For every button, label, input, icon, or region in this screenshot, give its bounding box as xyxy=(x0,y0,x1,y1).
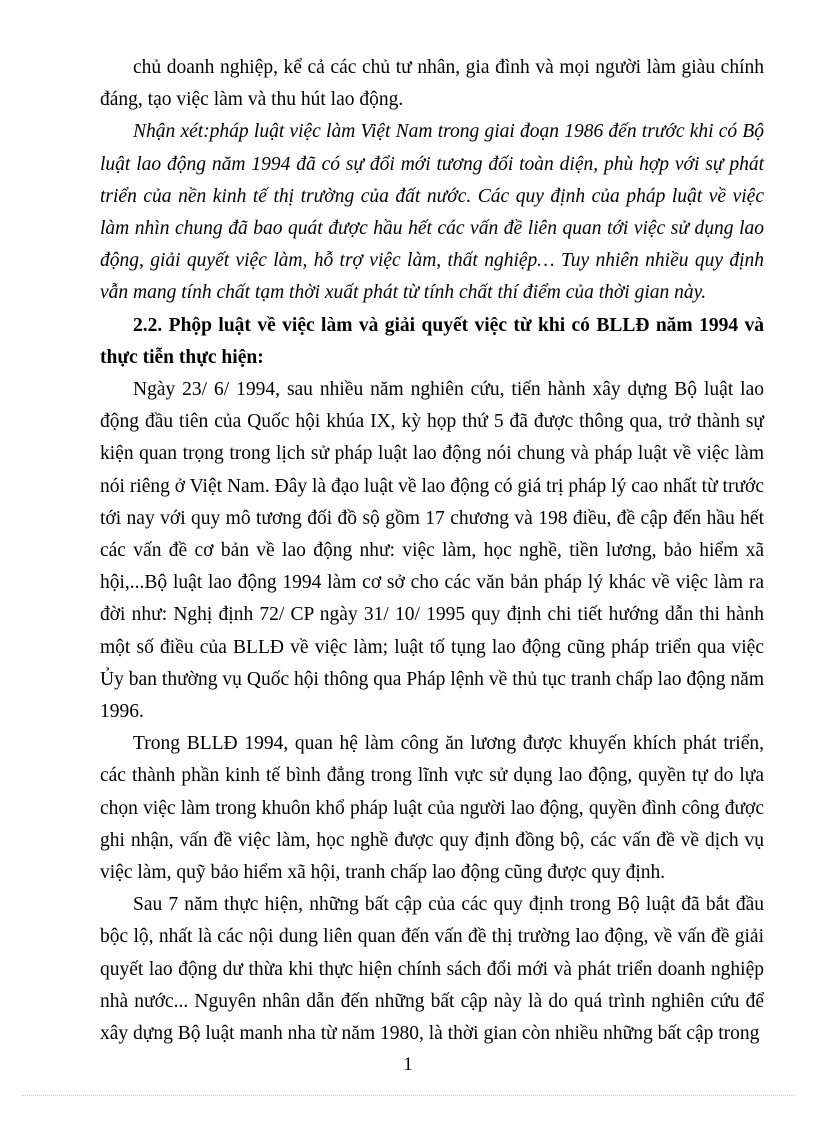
section-heading: 2.2. Phộp luật về việc làm và giải quyết việc từ khi có BLLĐ năm 1994 và thực tiễn thực hiện: xyxy=(100,314,764,368)
paragraph-bllđ-1994-content: Trong BLLĐ 1994, quan hệ làm công ăn lương được khuyến khích phát triển, các thành phần kinh tế bình đẳng trong lĩnh vực sử dụng lao động, quyền tự do lựa chọn việc làm trong khuôn khổ pháp luật của người lao động, quyền đình công được ghi nhận, vấn đề việc làm, học nghề được quy định đồng bộ, các vấn đề về dịch vụ việc làm, quỹ bảo hiểm xã hội, tranh chấp lao động cũng được quy định. xyxy=(100,733,764,884)
paragraph-shortcomings: Sau 7 năm thực hiện, những bất cập của các quy định trong Bộ luật đã bắt đầu bộc lộ, nhất là các nội dung liên quan đến vấn đề thị trường lao động, về vấn đề giải quyết lao động dư thừa khi thực hiện chính sách đổi mới và phát triển doanh nghiệp nhà nước... Nguyên nhân dẫn đến những bất cập này là do quá trình nghiên cứu để xây dựng Bộ luật manh nha từ năm 1980, là thời gian còn nhiều những bất cập trong xyxy=(100,894,764,1045)
footer-divider xyxy=(22,1095,794,1096)
body-text xyxy=(100,52,764,1050)
paragraph-continued: chủ doanh nghiệp, kể cả các chủ tư nhân, gia đình và mọi người làm giàu chính đáng, tạo việc làm và thu hút lao động. xyxy=(100,57,764,111)
paragraph-remark: Nhận xét:pháp luật việc làm Việt Nam trong giai đoạn 1986 đến trước khi có Bộ luật lao động năm 1994 đã có sự đổi mới tương đối toàn diện, phù hợp với sự phát triển của nền kinh tế thị trường của đất nước. Các quy định của pháp luật về việc làm nhìn chung đã bao quát được hầu hết các vấn đề liên quan tới việc sử dụng lao động, giải quyết việc làm, hỗ trợ việc làm, thất nghiệp… Tuy nhiên nhiều quy định vẫn mang tính chất tạm thời xuất phát từ tính chất thí điểm của thời gian này. xyxy=(100,121,764,304)
paragraph-bllđ-1994-intro: Ngày 23/ 6/ 1994, sau nhiều năm nghiên cứu, tiến hành xây dựng Bộ luật lao động đầu tiên của Quốc hội khúa IX, kỳ họp thứ 5 đã được thông qua, trở thành sự kiện quan trọng trong lịch sử pháp luật lao động nói chung và pháp luật về việc làm nói riêng ở Việt Nam. Đây là đạo luật về lao động có giá trị pháp lý cao nhất từ trước tới nay với quy mô tương đối đồ sộ gồm 17 chương và 198 điều, đề cập đến hầu hết các vấn đề cơ bản về lao động như: việc làm, học nghề, tiền lương, bảo hiểm xã hội,...Bộ luật lao động 1994 làm cơ sở cho các văn bản pháp lý khác về việc làm ra đời như: Nghị định 72/ CP ngày 31/ 10/ 1995 quy định chi tiết hướng dẫn thi hành một số điều của BLLĐ về việc làm; luật tố tụng lao động cũng pháp triển qua việc Ủy ban thường vụ Quốc hội thông qua Pháp lệnh về thủ tục tranh chấp lao động năm 1996. xyxy=(100,379,764,723)
page-number: 1 xyxy=(403,1054,413,1075)
